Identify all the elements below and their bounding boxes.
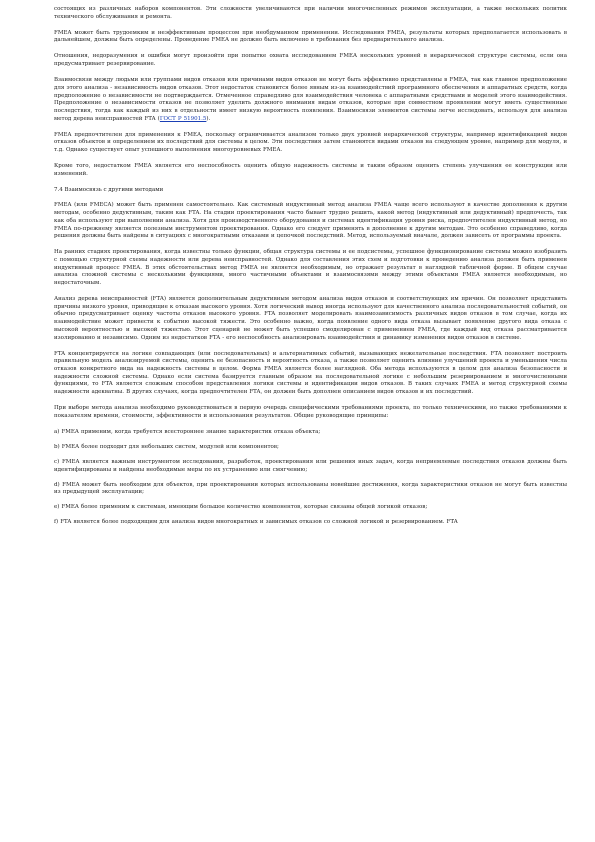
paragraph-fta-logic: FTA концентрируется на логике совпадающих (или последовательных) и альтернативных событий, вызывающих нежелательные последствия. FTA позволяет построить правильную модель анализируемой системы, оценить ее безопасность и вероятность отказа, а также позволяет оценить влияние улучшений проекта и уменьшения числа отказов конкретного вида на надежность системы в целом. Форма FMEA является более наглядной. Оба метода используются в целом для анализа безопасности и надежности сложной системы. Однако если система базируется главным образом на последовательной логике с небольшим резервированием и многочисленными функциями, то FTA является сложным способом представления логики системы и идентификации видов отказов. В таких случаях FMEA и метод структурной схемы надежности адекватны. В других случаях, когда предпочтителен FTA, он должен быть дополнен описанием видов отказов и их последствий. [54, 350, 567, 396]
list-item-f: f) FTA является более подходящим для анализа видов многократных и зависимых отказов со сложной логикой и резервированием. FTA [54, 519, 458, 526]
list-item-c: c) FMEA является важным инструментом исследования, разработок, проектирования или решения иных задач, когда неприемлемые последствия отказов должны быть идентифицированы и найдены необходимые меры по их устранению или смягчению; [54, 458, 567, 473]
list-item-a: а) FMEA применим, когда требуется всестороннее знание характеристик отказа объекта; [54, 428, 321, 435]
paragraph-interrelations-text: Взаимосвязи между людьми или группами видов отказов или причинами видов отказов не могут быть эффективно представлены в FMEA, так как главное предположение для этого анализа - независимость видов отказов. Этот недостаток становится более явным из-за взаимодействий программного обеспечения и аппаратных средств, когда предположение о независимости не подтверждается. Отмеченное справедливо для взаимодействия человека с аппаратными средствами и моделей этого взаимодействия. Предположение о независимости отказов не позволяет уделить должного внимания видам отказов, которые при совместном проявлении могут иметь существенные последствия, тогда как каждый из них в отдельности имеет низкую вероятность появления. Взаимосвязи элементов системы легче исследовать, используя для анализа метод дерева неисправностей FTA ( [54, 77, 567, 122]
paragraph-fmea-effort: FMEA может быть трудоемким и неэффективным процессом при необдуманном применении. Исследования FMEA, результаты которых предполагается использовать в дальнейшем, должны быть определены. Проведение FMEA не должно быть включено в требования без предварительного анализа. [54, 29, 567, 44]
section-heading: 7.4 Взаимосвязь с другими методами [54, 186, 164, 193]
list-item-d: d) FMEA может быть необходим для объектов, при проектировании которых использованы новейшие достижения, когда характеристики отказов не могут быть известны из предыдущей эксплуатации; [54, 481, 567, 496]
paragraph-fta: Анализ дерева неисправностей (FTA) является дополнительным дедуктивным методом анализа видов отказов и соответствующих им причин. Он позволяет представить причины низкого уровня, приводящие к отказам высокого уровня. Хотя логический вывод иногда используют для качественного анализа последовательностей событий, он обычно предусматривает оценку частоты отказов высокого уровня. FTA позволяет моделировать взаимозависимость различных видов отказов в том случае, когда их взаимодействие может привести к событию высокой тяжести. Это особенно важно, когда появление одного вида отказа вызывает появление другого вида отказа с высокой вероятностью и высокой тяжестью. Этот сценарий не может быть успешно смоделирован с применением FMEA, где каждый вид отказа рассматривается изолированно и независимо. Одним из недостатков FTA - его неспособность анализировать взаимодействия и динамику изменения видов отказов в системе. [54, 296, 567, 341]
paragraph-continued: состоящих из различных наборов компонентов. Эти сложности увеличиваются при наличии многочисленных режимов эксплуатации, а также нескольких политик технического обслуживания и ремонта. [54, 6, 567, 20]
gost-link[interactable]: ГОСТ Р 51901.5 [159, 115, 207, 122]
paragraph-reliability-limit: Кроме того, недостатком FMEA является его неспособность оценить общую надежность системы и таким образом оценить степень улучшения ее конструкции или изменений. [54, 163, 567, 177]
list-item-e: e) FMEA более применим к системам, имеющим большое количество компонентов, которые связаны общей логикой отказов; [54, 504, 428, 511]
paragraph-interrelations-tail: ). [206, 115, 211, 122]
paragraph-method-choice: При выборе метода анализа необходимо руководствоваться в первую очередь специфическими требованиями проекта, по только техническими, но также требованиями к показателям времени, стоимости, эффективности и использования результатов. Общие руководящие принципы: [54, 405, 567, 419]
paragraph-two-levels: FMEA предпочтителен для применения к FMEA, поскольку ограничивается анализом только двух уровней иерархической структуры, например идентификацией видов отказов объектов и определением их последствий для системы в целом. Эти последствия затем становятся видами отказов на следующем уровне, например для модуля, и т.д. Однако существует опыт успешного выполнения многоуровневых FMEA. [54, 131, 567, 154]
paragraph-standalone: FMEA (или FMECA) может быть применен самостоятельно. Как системный индуктивный метод анализа FMEA чаще всего используют в качестве дополнения к другим методам, особенно дедуктивным, таким как FTA. На стадии проектирования часто бывает трудно решить, какой метод (индуктивный или дедуктивный) предпочесть, так как оба используют при выполнении анализа. Хотя для производственного оборудования и системах идентификация уровня риска, предпочтителен индуктивный метод, но FMEA по-прежнему является полезным инструментом проектирования. Однако его следует применять в дополнение к другим методам. Это особенно справедливо, когда решения должны быть найдены в ситуациях с многократными отказами и цепочкой последствий. Метод, используемый вначале, должен зависеть от программы проекта. [54, 202, 567, 240]
paragraph-hierarchy-errors: Отношения, недоразумения и ошибки могут произойти при попытке охвата исследованием FMEA нескольких уровней в иерархической структуре системы, если она предусматривает резервирование. [54, 53, 567, 68]
paragraph-early-stages: На ранних стадиях проектирования, когда известны только функции, общая структура системы и ее подсистемы, успешное функционирование системы можно изобразить с помощью структурной схемы надежности или дерева неисправностей. Однако для составления этих схем и подготовки к проведению анализа должен быть применен индуктивный процесс FMEA. В этих обстоятельствах метод FMEA не является необходимым, но отражает результат в наглядной табличной форме. В общем случае анализа сложной системы с несколькими функциями, много частичными объектами и взаимосвязями между этими объектами FMEA является необходимым, но недостаточным. [54, 249, 567, 287]
list-item-b: b) FMEA более подходит для небольших систем, модулей или компонентов; [54, 443, 279, 450]
paragraph-interrelations [54, 77, 567, 123]
